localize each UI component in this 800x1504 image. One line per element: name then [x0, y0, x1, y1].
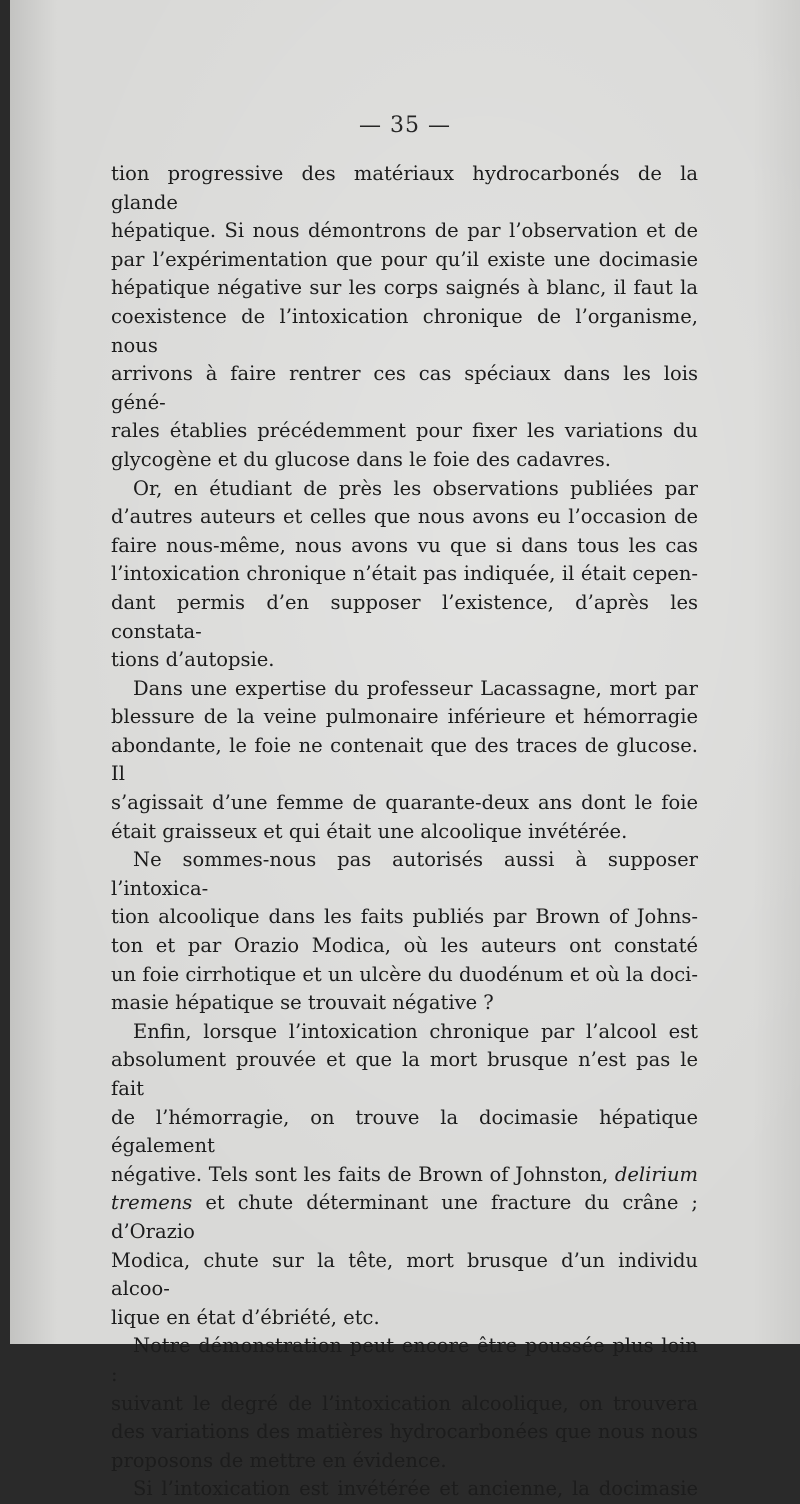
paragraph-3-end [111, 818, 698, 847]
paragraph-5-body [111, 1046, 698, 1303]
text-line: absolument prouvée et que la mort brusque n’est pas le fait [111, 1048, 698, 1100]
text-line: Modica, chute sur la tête, mort brusque d’un individu alcoo- [111, 1248, 698, 1301]
text-line: d’autres auteurs et celles que nous avons eu l’occasion de [111, 505, 698, 529]
paragraph-4-body [111, 903, 698, 989]
paragraph-2 [111, 475, 698, 504]
text-segment: négative. Tels sont les faits de Brown of Johnston, [111, 1162, 609, 1186]
text-line: glycogène et du glucose dans le foie des cadavres. [111, 447, 611, 471]
text-line: tions d’autopsie. [111, 648, 275, 672]
text-line: un foie cirrhotique et un ulcère du duodénum et où la doci- [111, 962, 698, 986]
text-line: coexistence de l’intoxication chronique de l’organisme, nous [111, 304, 698, 357]
text-line: faire nous-même, nous avons vu que si dans tous les cas [111, 533, 698, 557]
paragraph-2-body [111, 503, 698, 646]
text-line: Ne sommes-nous pas autorisés aussi à supposer l’intoxica- [111, 848, 698, 900]
paragraph-4 [111, 846, 698, 903]
paragraph-1-end [111, 446, 698, 475]
text-line: arrivons à faire rentrer ces cas spéciaux dans les lois géné- [111, 362, 698, 414]
paragraph-5-end [111, 1304, 698, 1333]
text-line: tion progressive des matériaux hydrocarbonés de la glande [111, 162, 698, 214]
text-line: hépatique négative sur les corps saignés à blanc, il faut la [111, 276, 698, 300]
text-line: Si l’intoxication est invétérée et ancienne, la docimasie [133, 1477, 698, 1501]
paragraph-7 [111, 1475, 698, 1504]
text-line [111, 1161, 698, 1190]
paragraph-6-body [111, 1390, 698, 1447]
text-line: des variations des matières hydrocarbonées que nous nous [111, 1420, 698, 1444]
text-line: suivant le degré de l’intoxication alcoolique, on trouvera [111, 1391, 698, 1415]
text-line: rales établies précédemment pour fixer les variations du [111, 419, 698, 443]
text-line: Dans une expertise du professeur Lacassagne, mort par [133, 676, 698, 700]
text-line: s’agissait d’une femme de quarante-deux ans dont le foie [111, 791, 698, 815]
text-line: abondante, le foie ne contenait que des traces de glucose. Il [111, 733, 698, 786]
page-number: — 35 — [359, 113, 451, 138]
paragraph-5 [111, 1018, 698, 1047]
paragraph-1 [111, 160, 698, 446]
text-line: Enfin, lorsque l’intoxication chronique par l’alcool est [133, 1019, 698, 1043]
text-line: l’intoxication chronique n’était pas indiquée, il était cepen- [111, 562, 698, 586]
text-line: dant permis d’en supposer l’existence, d’après les constata- [111, 590, 698, 643]
paragraph-4-end [111, 989, 698, 1018]
body-text [111, 160, 698, 1504]
text-line: Or, en étudiant de près les observations publiées par [133, 476, 698, 500]
text-line: blessure de la veine pulmonaire inférieure et hémorragie [111, 705, 698, 729]
text-line: ton et par Orazio Modica, où les auteurs ont constaté [111, 934, 698, 958]
text-line: était graisseux et qui était une alcoolique invétérée. [111, 819, 628, 843]
text-line: Notre démonstration peut encore être poussée plus loin : [111, 1334, 698, 1386]
paragraph-3-body [111, 703, 698, 817]
paragraph-2-end [111, 646, 698, 675]
text-line: par l’expérimentation que pour qu’il existe une docimasie [111, 247, 698, 271]
text-line: masie hépatique se trouvait négative ? [111, 991, 494, 1015]
paragraph-3 [111, 675, 698, 704]
text-line: tion alcoolique dans les faits publiés par Brown of Johns- [111, 905, 698, 929]
book-page [10, 0, 800, 1501]
text-line: hépatique. Si nous démontrons de par l’observation et de [111, 219, 698, 243]
text-line: de l’hémorragie, on trouve la docimasie hépatique également [111, 1105, 698, 1158]
italic-term: tremens [111, 1191, 193, 1215]
paragraph-6 [111, 1332, 698, 1389]
text-segment: et chute déterminant une fracture du crâne ; d’Orazio [111, 1191, 698, 1243]
paragraph-6-end [111, 1447, 698, 1476]
italic-term: delirium [614, 1162, 699, 1186]
text-line: lique en état d’ébriété, etc. [111, 1305, 380, 1329]
text-line [111, 1189, 698, 1246]
text-line: proposons de mettre en évidence. [111, 1448, 447, 1472]
